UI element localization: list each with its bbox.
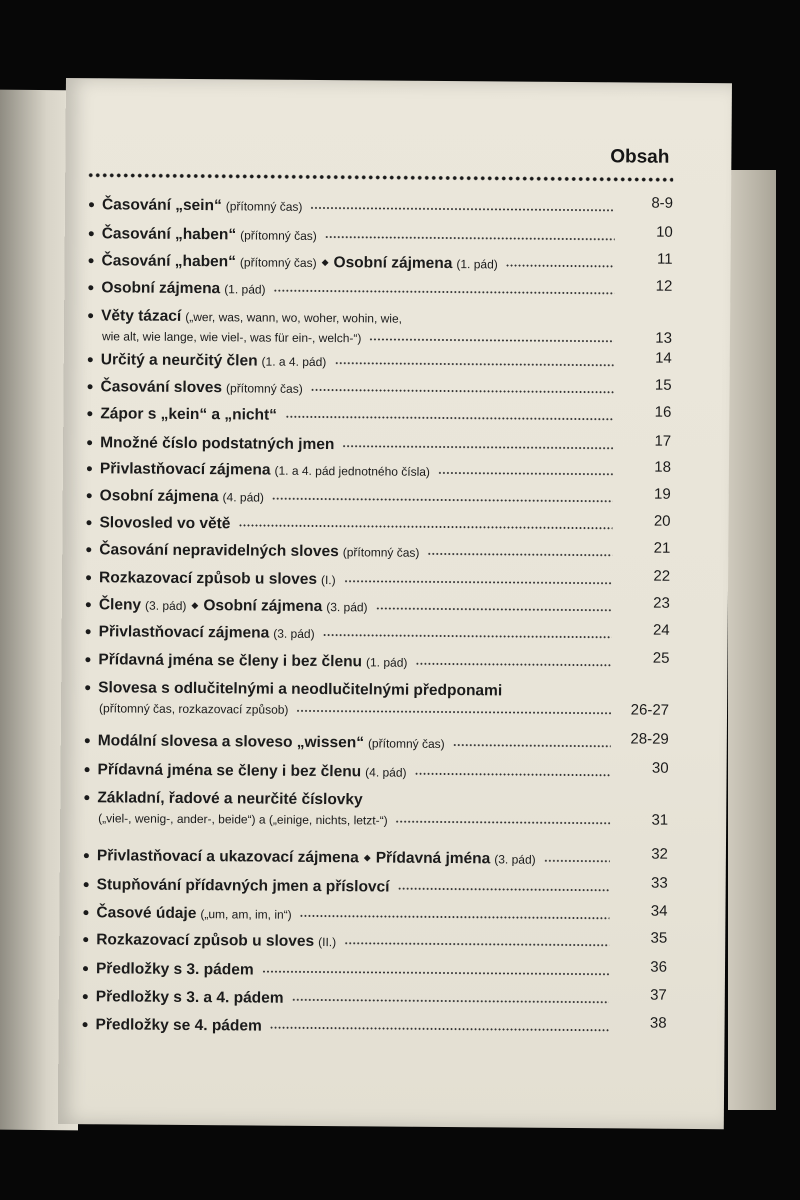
toc-entry-line [87,405,671,428]
dot-leader [344,942,609,946]
toc-entry [83,904,667,927]
toc-entry-line [88,279,672,302]
toc-entry-line [83,960,667,983]
toc-entry-line [87,434,671,457]
toc-page-number: 24 [652,621,670,639]
toc-entry-line [89,196,673,219]
toc-entry [88,307,672,348]
toc-entry-title: Určitý a neurčitý člen [100,351,258,370]
toc-entry-line [85,732,669,755]
toc-entry [84,761,668,784]
toc-entry-title: Zápor s „kein“ a „nicht“ [100,405,277,424]
toc-entry-line [84,761,668,784]
toc-entry-note: (3. pád) [145,598,187,613]
toc-entry [86,569,670,592]
toc-entry-note: (přítomný čas) [239,255,317,270]
bullet-icon [87,411,92,416]
toc-page-number: 21 [653,539,671,557]
bullet-icon [89,202,94,207]
bullet-icon [87,493,92,498]
dot-leader [342,445,613,449]
toc-entry-title: Množné číslo podstatných jmen [100,434,335,454]
toc-entry [83,960,667,983]
toc-entry-line-continued [88,329,672,348]
toc-page-number: 36 [650,958,668,976]
dot-leader [369,338,614,342]
toc-entry-title: Rozkazovací způsob u sloves [99,569,318,588]
bullet-icon [87,466,92,471]
toc-entry [83,988,667,1011]
bullet-icon [86,520,91,525]
page-edge [728,170,776,1110]
toc-entry-title: Přivlastňovací a ukazovací zájmena [96,847,359,867]
toc-entry-title: Časové údaje [96,904,197,923]
toc-entry [82,1016,666,1039]
toc-entry-note-continued: (přítomný čas, rozkazovací způsob) [98,701,289,717]
toc-entry-title: Přivlastňovací zájmena [99,460,271,479]
dot-leader [272,498,613,503]
toc-entry-line [85,679,669,702]
dot-leader [453,744,611,747]
toc-entry-line [88,252,672,275]
toc-entry [85,732,669,755]
dot-leader [262,971,609,976]
toc-entry-line [84,876,668,899]
dot-leader [415,663,611,667]
toc-entry [88,252,672,275]
toc-page-number: 28-29 [630,730,669,748]
toc-page-number: 33 [650,874,668,892]
title-dotted-rule [87,172,673,183]
dot-leader [438,472,613,475]
toc-entry-line [86,623,670,646]
toc-entry [85,679,669,720]
toc-page-number: 19 [653,485,671,503]
toc-page-number: 23 [653,594,670,612]
toc-entry-line [86,541,670,564]
toc-page-number: 34 [650,902,668,920]
toc-entry-title: Osobní zájmena [99,487,219,506]
toc-entry [84,876,668,899]
toc-entry-note-continued: („viel-, wenig-, ander-, beide“) a („einige, nichts, letzt-“) [98,811,388,828]
toc-entry-note: (3. pád) [273,626,315,641]
toc-entry-line [84,789,668,812]
toc-entry-note: (4. pád) [222,490,265,505]
toc-entry-title-secondary: Osobní zájmena [333,254,453,273]
toc-entry-title: Předložky s 3. a 4. pádem [95,988,284,1007]
toc-page-number: 10 [656,223,673,241]
toc-page-number: 8-9 [651,194,674,212]
dot-leader [415,773,611,777]
toc-page-number: 17 [654,432,672,450]
toc-entry [87,434,671,457]
dot-leader [270,1027,609,1032]
dot-leader [506,264,615,267]
toc-entry [88,351,672,374]
toc-page-number: 26-27 [630,701,670,719]
page-title: Obsah [610,146,670,168]
toc-entry-line [87,487,671,510]
toc-entry-line [86,514,670,537]
toc-page-number: 35 [650,929,668,947]
toc-entry [86,514,670,537]
toc-page-number: 20 [653,512,671,530]
toc-page-number: 38 [649,1014,667,1032]
toc-entry [88,279,672,302]
bullet-icon [86,629,91,634]
toc-entry-line-continued [84,811,668,830]
bullet-icon [88,313,93,318]
toc-entry [89,225,673,248]
toc-page-number: 15 [654,376,672,394]
dot-leader [344,580,612,584]
toc-page-number: 30 [651,759,669,777]
bullet-icon [83,994,88,999]
toc-entry [84,847,668,870]
toc-entry-note: (přítomný čas) [240,228,317,243]
toc-entry-title: Členy [98,596,142,614]
toc-entry-line [83,931,667,954]
toc-entry-note: (přítomný čas) [367,736,445,751]
toc-entry-note-secondary: (3. pád) [326,600,368,615]
toc-page-number: 31 [651,811,669,829]
toc-page-number: 18 [654,458,672,476]
dot-leader [310,207,615,211]
toc-entry [87,460,671,483]
bullet-icon [83,937,88,942]
bullet-icon [88,285,93,290]
toc-entry-title: Stupňování přídavných jmen a příslovcí [96,876,390,896]
toc-entry-line [88,307,672,330]
toc-entry-title: Slovesa s odlučitelnými a neodlučitelnými předponami [98,679,503,700]
toc-entry-title: Časování „haben“ [101,252,237,271]
toc-entry-line [84,847,668,870]
toc-entry-note-secondary: (1. pád) [456,257,498,272]
toc-entry-note-secondary: (3. pád) [494,852,536,867]
bullet-icon [83,910,88,915]
toc-entry-line [86,596,670,619]
toc-entry [83,931,667,954]
toc-page-number: 22 [653,567,671,585]
dot-leader [544,860,610,863]
dot-leader [311,389,614,393]
toc-entry-title: Přídavná jména se členy i bez členu [98,651,363,671]
dot-leader [292,999,609,1003]
toc-entry-line [82,1016,666,1039]
toc-entry-title: Věty tázací [101,307,182,325]
toc-entry-line [88,351,672,374]
toc-entry [86,623,670,646]
toc-entry [84,789,668,830]
diamond-separator-icon: ◆ [363,852,371,863]
dot-leader [300,915,610,919]
bullet-icon [88,384,93,389]
toc-entry [89,196,673,219]
toc-page-number: 12 [655,277,673,295]
toc-entry-title: Přivlastňovací zájmena [98,623,270,642]
toc-entry-note: (přítomný čas) [225,199,303,214]
toc-entry-note: (I.) [320,573,336,588]
toc-entry-note: (přítomný čas) [342,545,420,560]
toc-entry-line [83,904,667,927]
bullet-icon [83,1022,88,1027]
toc-entry-title-secondary: Přídavná jména [375,849,491,868]
bullet-icon [86,575,91,580]
book-page [58,78,732,1129]
toc-entry [87,487,671,510]
dot-leader [274,290,615,295]
toc-entry-title: Přídavná jména se členy i bez členu [97,761,362,781]
toc-entry-note: (přítomný čas) [225,381,303,396]
toc-entry-line [88,378,672,401]
bullet-icon [89,258,94,263]
dot-leader [285,416,613,421]
toc-entry-line [83,988,667,1011]
toc-page-number: 25 [652,649,670,667]
dot-leader [325,236,615,240]
bullet-icon [85,657,90,662]
toc-entry-line [85,651,669,674]
toc-entry [88,378,672,401]
toc-entry-line-continued [85,701,669,720]
toc-entry-title: Časování nepravidelných sloves [99,541,339,561]
bullet-icon [86,602,91,607]
toc-entry-note: (1. a 4. pád jednotného čísla) [274,463,431,479]
toc-entry-title: Slovosled vo větě [99,514,231,533]
dot-leader [296,710,611,714]
toc-entry-title: Modální slovesa a sloveso „wissen“ [97,732,365,752]
bullet-icon [89,231,94,236]
toc-entry-title: Osobní zájmena [101,279,221,298]
dot-leader [376,607,612,611]
bullet-icon [86,547,91,552]
toc-entry-note: (1. a 4. pád) [261,354,327,370]
dot-leader [238,524,612,529]
toc-entry-note-continued: wie alt, wie lange, wie viel-, was für ein-, welch-“) [101,329,362,346]
toc-page-number: 14 [655,349,672,367]
toc-entry-title: Časování sloves [100,378,223,397]
toc-entry-line [89,225,673,248]
toc-entry-title: Časování „sein“ [101,196,222,215]
toc-entry-line [87,460,671,483]
toc-entry [87,405,671,428]
toc-page-number: 13 [655,329,673,347]
bullet-icon [83,966,88,971]
toc-page-number: 16 [654,403,672,421]
diamond-separator-icon: ◆ [321,257,329,268]
toc-entry-note: (II.) [318,935,337,950]
toc-entry-note: („wer, was, wann, wo, woher, wohin, wie, [185,309,403,326]
bullet-icon [84,853,89,858]
toc-entry-title-secondary: Osobní zájmena [203,597,323,616]
toc-entry-title: Časování „haben“ [101,225,237,244]
bullet-icon [85,738,90,743]
bullet-icon [85,685,90,690]
dot-leader [323,634,612,638]
toc-entry-title: Předložky se 4. pádem [95,1016,262,1035]
dot-leader [396,821,611,825]
toc-entry [85,651,669,674]
toc-entry-title: Předložky s 3. pádem [95,960,254,979]
bullet-icon [84,882,89,887]
dot-leader [334,362,613,366]
toc-entry [86,596,670,619]
toc-entry [86,541,670,564]
toc-entry-note: (4. pád) [365,765,407,780]
toc-entry-title: Základní, řadové a neurčité číslovky [97,789,363,809]
toc-page-number: 32 [651,845,668,863]
toc-entry-line [86,569,670,592]
toc-entry-note: (1. pád) [224,282,266,297]
bullet-icon [88,357,93,362]
toc-page-number: 11 [656,250,673,268]
dot-leader [397,888,609,892]
bullet-icon [84,795,89,800]
bullet-icon [85,767,90,772]
toc-entry-note: (1. pád) [365,655,408,670]
toc-page-number: 37 [650,986,667,1004]
bullet-icon [87,440,92,445]
toc-entry-title: Rozkazovací způsob u sloves [96,931,315,950]
dot-leader [427,553,612,556]
toc-entry-note: („um, am, im, in“) [200,907,292,922]
diamond-separator-icon: ◆ [191,600,199,611]
